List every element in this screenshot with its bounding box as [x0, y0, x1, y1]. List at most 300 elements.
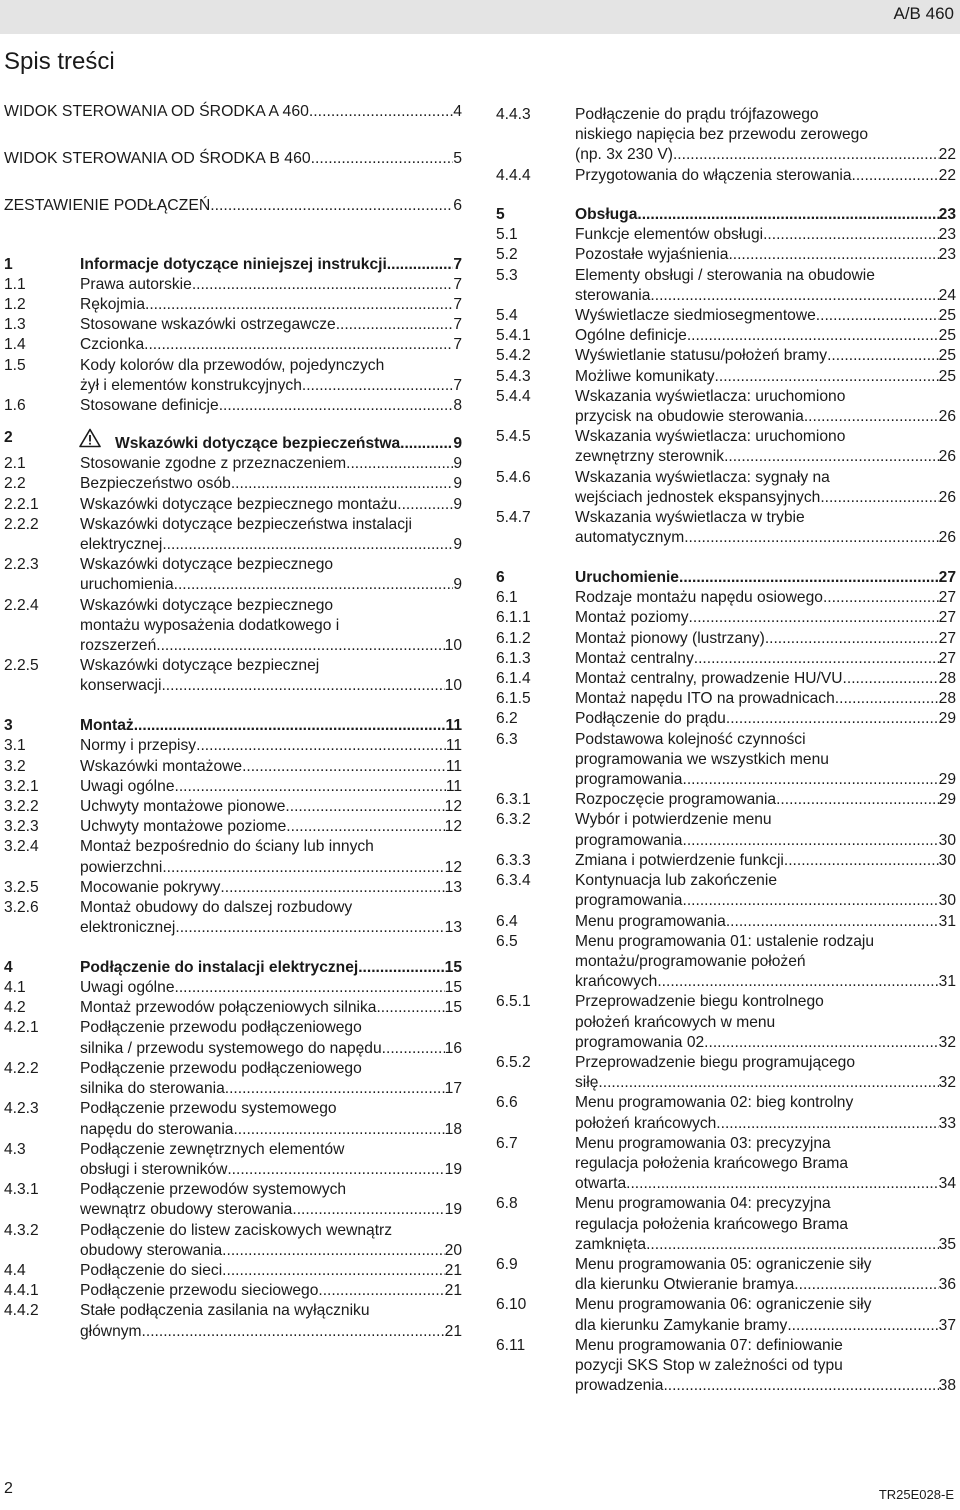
dot-leader [346, 454, 453, 474]
toc-entry-page: 10 [444, 677, 462, 695]
toc-entry-number: 6.3.2 [496, 811, 531, 829]
toc-entry[interactable] [496, 166, 956, 186]
toc-entry[interactable] [496, 468, 956, 508]
toc-entry-page: 12 [444, 798, 462, 816]
toc-entry[interactable] [4, 817, 462, 837]
toc-entry-page: 8 [453, 397, 462, 415]
toc-entry[interactable] [496, 851, 956, 871]
dot-leader [704, 1033, 938, 1053]
product-label: A/B 460 [893, 4, 954, 23]
toc-entry[interactable] [4, 878, 462, 898]
toc-entry[interactable] [496, 1093, 956, 1133]
toc-entry-title-line: Wskazówki dotyczące bezpiecznego [80, 596, 334, 614]
toc-entry-number: 3.1 [4, 737, 26, 755]
toc-entry[interactable] [496, 326, 956, 346]
toc-entry-title-line: Podłączenie przewodu podłączeniowego [80, 1019, 362, 1037]
toc-entry[interactable] [4, 555, 462, 595]
toc-entry-page: 20 [444, 1241, 462, 1259]
toc-entry-title: Montaż centralny, prowadzenie HU/VU [575, 670, 843, 688]
toc-entry-title-line: niskiego napięcia bez przewodu zerowego [575, 126, 868, 144]
toc-entry-number: 5.4.1 [496, 327, 531, 345]
toc-entry[interactable] [4, 196, 462, 216]
toc-entry-title: konserwacji [80, 677, 162, 695]
toc-entry-page: 13 [444, 878, 462, 896]
toc-entry[interactable] [496, 1336, 956, 1397]
toc-entry-number: 1.2 [4, 296, 26, 313]
toc-entry-title: sterowania [575, 286, 651, 304]
dot-leader [663, 1376, 938, 1396]
toc-entry[interactable] [4, 716, 462, 736]
toc-entry[interactable] [4, 515, 462, 555]
toc-entry-number: 4.3 [4, 1140, 26, 1158]
toc-entry-page: 28 [938, 690, 956, 708]
toc-entry-number: 6.10 [496, 1296, 527, 1314]
toc-entry-number: 2 [4, 429, 13, 447]
toc-entry-title: Podłączenie do prądu [575, 710, 726, 728]
toc-entry[interactable] [4, 356, 462, 396]
dot-leader [843, 669, 939, 689]
toc-entry-title-line: Elementy obsługi / sterowania na obudowie [575, 266, 875, 284]
toc-entry-title: siłę [575, 1074, 599, 1092]
toc-entry-title: programowania [575, 892, 683, 910]
toc-right-column [496, 105, 956, 1396]
dot-leader [682, 831, 938, 851]
toc-entry-number: 4.1 [4, 979, 26, 997]
toc-entry[interactable] [496, 1255, 956, 1295]
dot-leader [694, 649, 939, 669]
toc-entry-title: Stosowane definicje [80, 397, 219, 415]
toc-entry-page: 12 [444, 818, 462, 836]
toc-entry-page: 7 [453, 336, 462, 354]
toc-entry-title-line: Przeprowadzenie biegu kontrolnego [575, 993, 824, 1011]
toc-entry[interactable] [4, 837, 462, 877]
toc-entry-title-line: Menu programowania 05: ograniczenie siły [575, 1255, 872, 1273]
toc-entry-title: Uchwyty montażowe pionowe [80, 798, 286, 816]
toc-entry-number: 6.1.2 [496, 629, 531, 647]
dot-leader [794, 1275, 938, 1295]
toc-entry-page: 10 [444, 637, 462, 655]
toc-entry-page: 29 [938, 771, 956, 789]
warning-triangle-icon [79, 428, 101, 448]
toc-entry-number: 6.8 [496, 1195, 518, 1213]
toc-entry-title-line: pozycji SKS Stop w zależności od typu [575, 1356, 843, 1374]
toc-entry-number: 6.1 [496, 589, 518, 607]
toc-entry[interactable] [4, 454, 462, 474]
toc-entry[interactable] [4, 315, 462, 335]
dot-leader [382, 1039, 445, 1059]
dot-leader [835, 689, 939, 709]
dot-leader [715, 367, 939, 387]
toc-entry-page: 27 [938, 589, 956, 607]
toc-entry-title-line: Wskazania wyświetlacza w trybie [575, 509, 805, 527]
toc-entry-title: Wskazówki montażowe [80, 757, 243, 775]
toc-entry-title: programowania [575, 831, 683, 849]
toc-entry-title: Podłączenie do sieci [80, 1261, 223, 1279]
dot-leader [210, 196, 453, 216]
toc-entry-title-line: Menu programowania 02: bieg kontrolny [575, 1094, 854, 1112]
toc-entry-title: wewnątrz obudowy sterowania [80, 1201, 293, 1219]
toc-entry-number: 6.1.3 [496, 649, 531, 667]
toc-entry-title: Pozostałe wyjaśnienia [575, 246, 729, 264]
toc-entry[interactable] [4, 797, 462, 817]
toc-entry-number: 6.1.4 [496, 670, 531, 688]
toc-entry-page: 16 [444, 1039, 462, 1057]
toc-entry-number: 2.2.4 [4, 596, 39, 614]
toc-entry-title-line: programowania we wszystkich menu [575, 750, 829, 768]
toc-entry[interactable] [496, 346, 956, 366]
toc-entry-title: wejściach jednostek ekspansyjnych [575, 488, 821, 506]
toc-entry-number: 1 [4, 255, 13, 273]
dot-leader [763, 225, 939, 245]
toc-entry-number: 5.4.2 [496, 347, 531, 365]
dot-leader [175, 978, 445, 998]
dot-leader [852, 166, 939, 186]
toc-entry[interactable] [496, 992, 956, 1053]
toc-entry-number: 4.2 [4, 999, 26, 1017]
toc-entry[interactable] [496, 912, 956, 932]
toc-entry[interactable] [496, 367, 956, 387]
toc-entry[interactable] [496, 649, 956, 669]
toc-entry[interactable] [496, 225, 956, 245]
toc-entry-page: 11 [445, 757, 462, 775]
toc-entry[interactable] [496, 306, 956, 326]
toc-entry[interactable] [496, 427, 956, 467]
toc-entry[interactable] [496, 1194, 956, 1255]
toc-entry[interactable] [496, 790, 956, 810]
toc-entry-title: Rękojmia [80, 296, 145, 313]
toc-entry-number: 4.2.3 [4, 1100, 39, 1118]
toc-entry[interactable] [4, 777, 462, 797]
toc-entry-page: 32 [938, 1074, 956, 1092]
toc-entry-number: 2.2.5 [4, 657, 39, 675]
toc-entry-page: 30 [938, 892, 956, 910]
toc-entry[interactable] [4, 757, 462, 777]
dot-leader [820, 488, 938, 508]
dot-leader [827, 346, 939, 366]
toc-entry-page: 11 [445, 777, 462, 795]
toc-entry[interactable] [496, 1134, 956, 1195]
toc-entry-page: 7 [453, 316, 462, 334]
toc-entry-title-line: Podłączenie przewodu systemowego [80, 1100, 337, 1118]
dot-leader [311, 149, 454, 169]
toc-entry-number: 1.1 [4, 275, 26, 293]
toc-entry-title: Funkcje elementów obsługi [575, 226, 764, 244]
toc-entry-number: 6.1.1 [496, 609, 531, 627]
toc-entry-number: 1.4 [4, 336, 26, 354]
toc-entry-number: 1.3 [4, 316, 26, 334]
toc-entry-page: 32 [938, 1033, 956, 1051]
toc-entry[interactable] [496, 205, 956, 225]
toc-entry-number: 6.2 [496, 710, 518, 728]
toc-entry-title: zamknięta [575, 1235, 647, 1253]
toc-entry-page: 7 [453, 255, 462, 273]
toc-entry-page: 27 [938, 649, 956, 667]
toc-entry[interactable] [4, 958, 462, 978]
toc-entry-title-line: Wskazania wyświetlacza: sygnały na [575, 468, 830, 486]
toc-entry-title-line: montażu/programowanie położeń [575, 952, 806, 970]
toc-entry-title: żył i elementów konstrukcyjnych [80, 376, 302, 394]
toc-entry[interactable] [496, 730, 956, 791]
toc-entry-page: 9 [453, 475, 462, 493]
dot-leader [728, 245, 938, 265]
dot-leader [162, 858, 444, 878]
toc-entry-number: 3 [4, 717, 13, 735]
toc-entry[interactable] [4, 295, 462, 315]
toc-entry-title-line: montażu wyposażenia dodatkowego i [80, 616, 340, 634]
toc-entry-title: Możliwe komunikaty [575, 367, 715, 385]
toc-entry-number: 4.4.1 [4, 1282, 39, 1300]
toc-entry[interactable] [496, 266, 956, 306]
dot-leader [233, 1120, 444, 1140]
dot-leader [231, 474, 453, 494]
toc-entry[interactable] [496, 1053, 956, 1093]
toc-entry[interactable] [4, 998, 462, 1018]
toc-entry-number: 6.1.5 [496, 690, 531, 708]
toc-entry[interactable] [4, 1140, 462, 1180]
toc-entry-page: 7 [453, 296, 462, 313]
toc-entry-number: 6.4 [496, 912, 518, 930]
dot-leader [684, 528, 938, 548]
toc-entry[interactable] [496, 810, 956, 850]
dot-leader [637, 205, 938, 225]
toc-entry[interactable] [496, 709, 956, 729]
toc-entry-number: 2.2.2 [4, 515, 39, 533]
toc-entry-title: dla kierunku Zamykanie bramy [575, 1316, 788, 1334]
toc-entry-number: 4.3.1 [4, 1181, 39, 1199]
toc-entry-page: 23 [938, 246, 956, 264]
toc-entry-title: prowadzenia [575, 1377, 664, 1395]
toc-entry[interactable] [496, 1295, 956, 1335]
toc-entry-number: 6.3.4 [496, 872, 531, 890]
dot-leader [222, 1241, 444, 1261]
dot-leader [162, 535, 453, 555]
toc-entry[interactable] [4, 656, 462, 696]
dot-leader [650, 286, 938, 306]
toc-entry[interactable] [496, 689, 956, 709]
toc-entry-page: 25 [938, 307, 956, 325]
toc-entry-title: Montaż pionowy (lustrzany) [575, 629, 765, 647]
toc-entry[interactable] [496, 932, 956, 993]
toc-entry-page: 9 [453, 536, 462, 554]
toc-entry-title-line: Podłączenie do listew zaciskowych wewnątrz [80, 1221, 393, 1239]
toc-entry[interactable] [4, 1261, 462, 1281]
toc-entry-number: 3.2.5 [4, 878, 39, 896]
toc-entry-number: 1.5 [4, 356, 26, 374]
dot-leader [358, 958, 444, 978]
toc-entry-page: 7 [453, 275, 462, 293]
toc-entry[interactable] [4, 978, 462, 998]
toc-entry-page: 26 [938, 529, 956, 547]
toc-entry[interactable] [4, 1099, 462, 1139]
dot-leader [776, 790, 939, 810]
toc-entry[interactable] [496, 508, 956, 548]
toc-entry-title: otwarta [575, 1175, 627, 1193]
toc-entry-page: 25 [938, 327, 956, 345]
toc-entry[interactable] [4, 335, 462, 355]
dot-leader [657, 972, 938, 992]
toc-entry-number: 2.2.3 [4, 556, 39, 574]
toc-entry[interactable] [496, 105, 956, 166]
dot-leader [687, 326, 939, 346]
toc-entry-page: 15 [444, 999, 462, 1017]
toc-entry-page: 7 [453, 376, 462, 394]
toc-entry-page: 21 [444, 1261, 462, 1279]
toc-entry[interactable] [496, 871, 956, 911]
toc-entry-title: Ogólne definicje [575, 327, 687, 345]
toc-entry-page: 37 [938, 1316, 956, 1334]
toc-entry-title: Stosowanie zgodne z przeznaczeniem [80, 455, 347, 473]
toc-entry-page: 21 [444, 1282, 462, 1300]
toc-entry-number: 6.5.2 [496, 1053, 531, 1071]
toc-entry-title-line: Podstawowa kolejność czynności [575, 730, 806, 748]
toc-entry-title: elektronicznej [80, 919, 176, 937]
toc-entry-title: zewnętrzny sterownik [575, 448, 725, 466]
toc-entry[interactable] [4, 1281, 462, 1301]
toc-entry[interactable] [4, 736, 462, 756]
toc-entry-title: automatycznym [575, 529, 685, 547]
toc-entry[interactable] [496, 608, 956, 628]
toc-entry-title: Obsługa [575, 206, 638, 223]
toc-entry-page: 25 [938, 347, 956, 365]
toc-entry-page: 19 [444, 1201, 462, 1219]
toc-entry-page: 34 [938, 1175, 956, 1193]
toc-entry-number: 4.4.4 [496, 166, 531, 184]
page-title: Spis treści [4, 48, 115, 75]
toc-entry-title-line: Przeprowadzenie biegu programującego [575, 1053, 855, 1071]
toc-entry-number: 4.4 [4, 1261, 26, 1279]
toc-entry-page: 22 [938, 146, 956, 164]
toc-entry[interactable] [4, 1221, 462, 1261]
toc-entry[interactable] [4, 1018, 462, 1058]
toc-entry-page: 9 [453, 455, 462, 473]
toc-entry-number: 6.3.3 [496, 851, 531, 869]
toc-entry-page: 33 [938, 1114, 956, 1132]
dot-leader [787, 1316, 938, 1336]
dot-leader [309, 102, 453, 122]
dot-leader [336, 315, 454, 335]
toc-entry[interactable] [4, 396, 462, 416]
toc-entry-page: 9 [453, 576, 462, 594]
toc-entry-title: napędu do sterowania [80, 1120, 234, 1138]
toc-entry-number: 6.11 [496, 1336, 526, 1354]
dot-leader [387, 255, 454, 275]
toc-entry-title: Wskazówki dotyczące bezpiecznego montażu [80, 495, 398, 513]
toc-entry[interactable] [496, 387, 956, 427]
dot-leader [227, 1160, 444, 1180]
toc-entry[interactable] [4, 102, 462, 122]
toc-entry-title: Rozpoczęcie programowania [575, 791, 777, 809]
toc-entry-number: 6.5.1 [496, 993, 531, 1011]
dot-leader [242, 757, 446, 777]
toc-entry-page: 24 [938, 286, 956, 304]
toc-entry-number: 2.1 [4, 455, 26, 473]
toc-entry[interactable] [496, 588, 956, 608]
toc-entry-page: 9 [453, 435, 462, 453]
toc-entry-number: 5.4.7 [496, 509, 531, 527]
toc-entry-page: 35 [938, 1235, 956, 1253]
dot-leader [689, 608, 939, 628]
dot-leader [145, 295, 453, 315]
toc-entry-page: 5 [453, 149, 462, 167]
toc-entry-title: Wskazówki dotyczące bezpieczeństwa [115, 435, 401, 453]
dot-leader [134, 716, 446, 736]
toc-entry-title: Czcionka [80, 336, 145, 354]
dot-leader [682, 891, 938, 911]
toc-entry[interactable] [4, 898, 462, 938]
dot-leader [318, 1281, 444, 1301]
toc-entry-title: przycisk na obudowie sterowania [575, 408, 804, 426]
toc-entry[interactable] [496, 669, 956, 689]
toc-entry-page: 11 [445, 717, 462, 735]
toc-entry-number: 3.2.4 [4, 838, 39, 856]
toc-entry-title-line: Montaż obudowy do dalszej rozbudowy [80, 899, 353, 917]
toc-entry-title-line: Menu programowania 04: precyzyjna [575, 1195, 831, 1213]
dot-leader [285, 797, 444, 817]
toc-entry-title: obudowy sterowania [80, 1241, 223, 1259]
dot-leader [142, 1322, 445, 1342]
toc-entry-page: 36 [938, 1276, 956, 1294]
dot-leader [161, 676, 444, 696]
toc-entry-number: 2.2.1 [4, 495, 39, 513]
toc-entry-page: 21 [444, 1322, 462, 1340]
toc-entry-page: 27 [938, 609, 956, 627]
toc-entry-title-line: regulacja położenia krańcowego Brama [575, 1154, 849, 1172]
toc-entry-number: 4.2.1 [4, 1019, 39, 1037]
toc-entry-title-line: Wskazania wyświetlacza: uruchomiono [575, 428, 846, 446]
dot-leader [144, 335, 453, 355]
toc-entry-page: 17 [444, 1080, 462, 1098]
dot-leader [302, 376, 453, 396]
toc-entry[interactable] [4, 1180, 462, 1220]
dot-leader [626, 1174, 939, 1194]
toc-entry-number: 3.2 [4, 757, 26, 775]
toc-entry-title-line: Menu programowania 01: ustalenie rodzaju [575, 932, 875, 950]
toc-entry-title-line: Podłączenie zewnętrznych elementów [80, 1140, 345, 1158]
toc-entry[interactable] [4, 596, 462, 657]
toc-entry[interactable] [4, 495, 462, 515]
toc-entry-title: Podłączenie przewodu sieciowego [80, 1282, 319, 1300]
toc-entry[interactable] [4, 428, 462, 454]
toc-entry-page: 4 [453, 103, 462, 120]
toc-entry-title-line: Stałe podłączenia zasilania na wyłączniku [80, 1302, 370, 1320]
toc-entry-title: położeń krańcowych [575, 1114, 717, 1132]
toc-entry-page: 9 [453, 495, 462, 513]
dot-leader [823, 588, 939, 608]
toc-entry-title: Wyświetlacze siedmiosegmentowe [575, 307, 816, 325]
toc-entry[interactable] [4, 149, 462, 169]
toc-entry[interactable] [496, 568, 956, 588]
toc-entry[interactable] [4, 474, 462, 494]
toc-entry-title: Informacje dotyczące niniejszej instrukcji [80, 255, 387, 273]
toc-entry-title: Prawa autorskie [80, 275, 192, 293]
toc-entry[interactable] [496, 245, 956, 265]
toc-entry-title: WIDOK STEROWANIA OD ŚRODKA A 460 [4, 103, 309, 120]
toc-entry-number: 4.4.2 [4, 1302, 39, 1320]
toc-entry-title: powierzchni [80, 858, 163, 876]
toc-entry-title-line: Montaż bezpośrednio do ściany lub innych [80, 838, 374, 856]
toc-entry[interactable] [4, 1059, 462, 1099]
toc-entry[interactable] [4, 275, 462, 295]
toc-entry-title: WIDOK STEROWANIA OD ŚRODKA B 460 [4, 149, 311, 167]
toc-entry-page: 18 [444, 1120, 462, 1138]
toc-entry-title: silnika / przewodu systemowego do napędu [80, 1039, 382, 1057]
toc-entry-number: 3.2.1 [4, 777, 39, 795]
toc-entry[interactable] [4, 255, 462, 275]
toc-entry[interactable] [4, 1301, 462, 1341]
toc-entry[interactable] [496, 629, 956, 649]
toc-entry-title-line: Menu programowania 06: ograniczenie siły [575, 1296, 872, 1314]
toc-entry-page: 26 [938, 448, 956, 466]
